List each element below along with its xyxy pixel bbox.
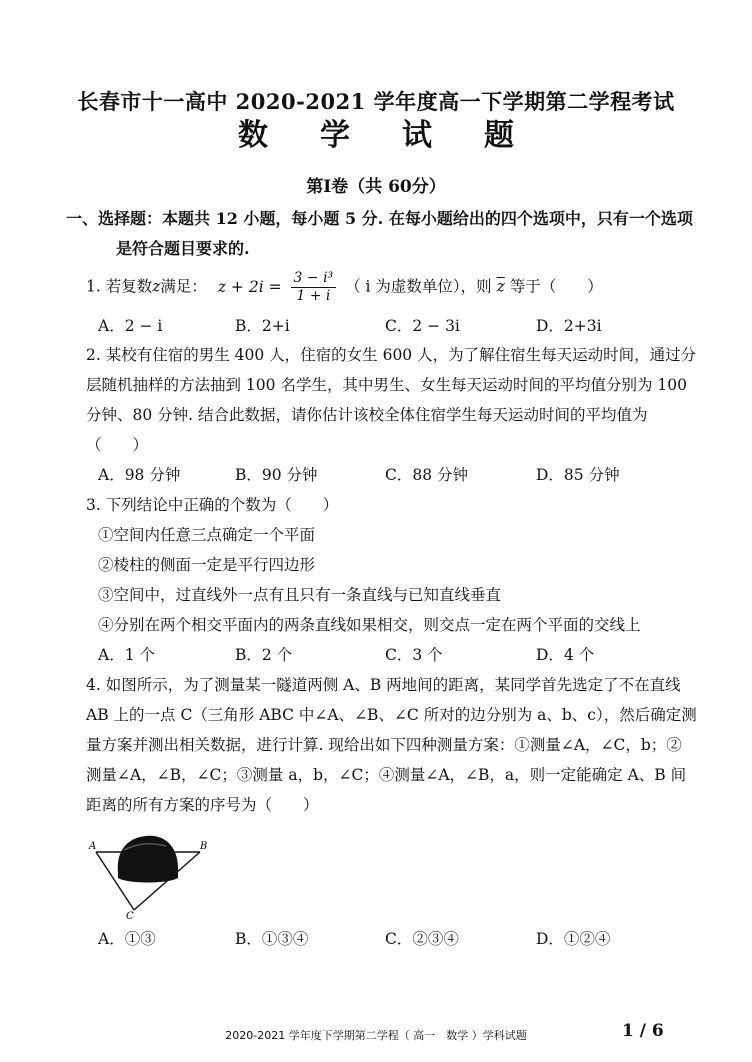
q3-option-a: A．1 个 [98,646,155,664]
q3-option-d: D．4 个 [536,646,595,664]
section-heading: 一、选择题：本题共 12 小题，每小题 5 分. 在每小题给出的四个选项中，只有一个选项 [66,209,693,228]
section-heading-cont: 是符合题目要求的. [116,239,250,258]
q1-zbar: $\overline{z}$ [496,277,505,296]
q4-option-b: B．①③④ [235,930,309,948]
q3-statement-3: ③空间中，过直线外一点有且只有一条直线与已知直线垂直 [98,586,502,604]
tunnel-triangle-figure [88,830,218,920]
q2-option-a: A．98 分钟 [98,466,181,484]
q1-z: z [152,277,161,296]
q2-line: （ ） [86,436,149,454]
q4-line: 距离的所有方案的序号为（ ） [86,796,319,814]
q3-statement-1: ①空间内任意三点确定一个平面 [98,526,316,544]
q1-denominator: 1 + i [296,288,331,304]
q4-line: 4. 如图所示，为了测量某一隧道两侧 A、B 两地间的距离，某同学首先选定了不在直线 [86,676,681,694]
page-footer: 2020-2021 学年度下学期第二学程（ 高一 数学 ）学科试题 [225,1029,527,1042]
subject-title [0,110,752,154]
vertex-a-label: A [89,841,97,852]
q1-fraction [291,270,337,305]
q4-line: 量方案并测出相关数据，进行计算. 现给出如下四种测量方案：①测量∠A，∠C，b；② [86,736,682,754]
q3-statement-4: ④分别在两个相交平面内的两条直线如果相交，则交点一定在两个平面的交线上 [98,616,641,634]
vertex-c-label: C [126,911,134,920]
q2-line: 层随机抽样的方法抽到 100 名学生，其中男生、女生每天运动时间的平均值分别为 100 [86,376,687,394]
q1-text: （ i 为虚数单位），则 [345,277,492,296]
volume-heading: 第Ⅰ卷（共 60分） [306,177,446,197]
q3-line: 3. 下列结论中正确的个数为（ ） [86,496,339,514]
q3-option-b: B．2 个 [235,646,293,664]
q4-option-a: A．①③ [98,930,156,948]
subject-char: 试 [402,118,432,153]
q1-numerator: 3 − i³ [291,270,337,288]
subject-char: 题 [484,118,514,153]
q3-statement-2: ②棱柱的侧面一定是平行四边形 [98,556,316,574]
q4-line: 测量∠A，∠B，∠C；③测量 a，b，∠C；④测量∠A，∠B，a，则一定能确定 A、B 间 [86,766,687,784]
q2-option-c: C．88 分钟 [385,466,469,484]
q4-option-d: D．①②④ [536,930,611,948]
question-1 [86,270,603,305]
q4-option-c: C．②③④ [385,930,459,948]
exam-title: 长春市十一高中 2020-2021 学年度高一下学期第二学程考试 [77,89,675,114]
q1-text: 等于（ ） [509,277,603,296]
q1-text: 1. 若复数 [86,277,153,296]
q1-option-a: A．2 − i [98,317,163,335]
subject-char: 数 [238,118,268,153]
q1-option-d: D．2+3i [536,317,602,335]
q2-line: 2. 某校有住宿的男生 400 人，住宿的女生 600 人，为了解住宿生每天运动时间，通过分 [86,346,697,364]
q1-text: 满足： [160,277,207,296]
q2-option-b: B．90 分钟 [235,466,318,484]
vertex-b-label: B [200,841,208,852]
q3-option-c: C．3 个 [385,646,443,664]
q1-option-c: C．2 − 3i [385,317,460,335]
q2-option-d: D．85 分钟 [536,466,620,484]
page-number: 1 / 6 [622,1021,664,1041]
subject-char: 学 [320,118,350,153]
q4-line: AB 上的一点 C（三角形 ABC 中∠A、∠B、∠C 所对的边分别为 a、b、c），然后确定测 [86,706,697,724]
q1-option-b: B．2+i [235,317,290,335]
tunnel-mountain-shape [118,836,178,883]
q2-line: 分钟、80 分钟. 结合此数据，请你估计该校全体住宿学生每天运动时间的平均值为 [86,406,648,424]
q1-formula-lhs: z + 2i = [217,277,282,296]
